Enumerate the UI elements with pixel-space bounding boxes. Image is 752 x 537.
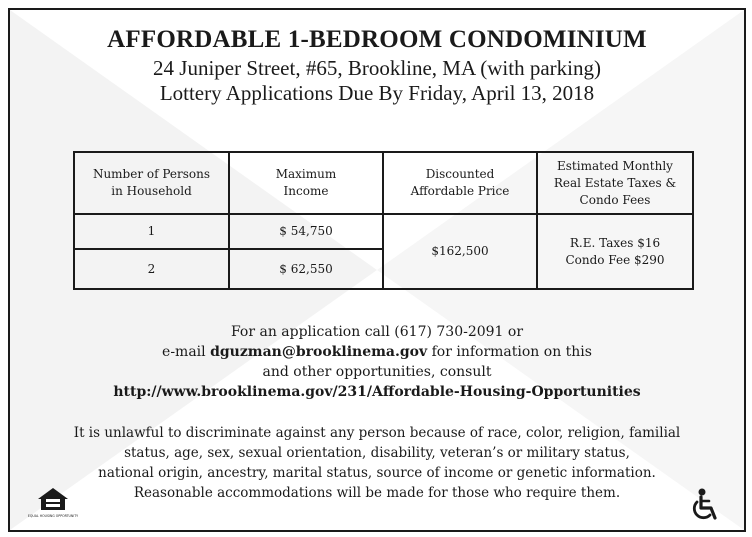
- contact-phone-line: For an application call (617) 730-2091 or: [230, 324, 524, 340]
- header-affordable-price: Discounted Affordable Price: [383, 152, 537, 214]
- fair-housing-notice: [10, 423, 744, 503]
- flyer-title: AFFORDABLE 1-BEDROOM CONDOMINIUM: [107, 26, 647, 53]
- maximum-income-cell: $ 54,750: [229, 214, 383, 249]
- equal-housing-icon: [27, 486, 79, 520]
- website-link[interactable]: http://www.brooklinema.gov/231/Affordable-Housing-Opportunities: [113, 384, 641, 400]
- contact-consult-line: and other opportunities, consult: [262, 364, 492, 380]
- svg-text:EQUAL HOUSING OPPORTUNITY: EQUAL HOUSING OPPORTUNITY: [27, 514, 79, 518]
- notice-line: It is unlawful to discriminate against any person because of race, color, religion, familial: [73, 425, 681, 441]
- property-address: 24 Juniper Street, #65, Brookline, MA (with parking): [153, 56, 601, 80]
- taxes-fees-cell: R.E. Taxes $16 Condo Fee $290: [537, 214, 693, 289]
- notice-line: status, age, sex, sexual orientation, disability, veteran’s or military status,: [124, 445, 630, 461]
- maximum-income-cell: $ 62,550: [229, 249, 383, 289]
- household-size-cell: 2: [74, 249, 229, 289]
- notice-line: national origin, ancestry, marital status, source of income or genetic information.: [98, 465, 656, 481]
- wheelchair-accessible-icon: [690, 488, 722, 522]
- eligibility-table: [73, 151, 694, 290]
- contact-info: [10, 322, 744, 402]
- flyer-frame: [8, 8, 746, 532]
- email-link[interactable]: dguzman@brooklinema.gov: [210, 344, 428, 360]
- contact-email-line: e-mail dguzman@brooklinema.gov for information on this: [162, 344, 592, 360]
- table-header-row: [74, 152, 693, 214]
- header-maximum-income: Maximum Income: [229, 152, 383, 214]
- application-deadline: Lottery Applications Due By Friday, April 13, 2018: [159, 81, 595, 105]
- header-household-size: Number of Persons in Household: [74, 152, 229, 214]
- affordable-price-cell: $162,500: [383, 214, 537, 289]
- table-row: [74, 214, 693, 249]
- household-size-cell: 1: [74, 214, 229, 249]
- notice-line: Reasonable accommodations will be made for those who require them.: [133, 485, 621, 501]
- header-taxes-fees: Estimated Monthly Real Estate Taxes & Condo Fees: [537, 152, 693, 214]
